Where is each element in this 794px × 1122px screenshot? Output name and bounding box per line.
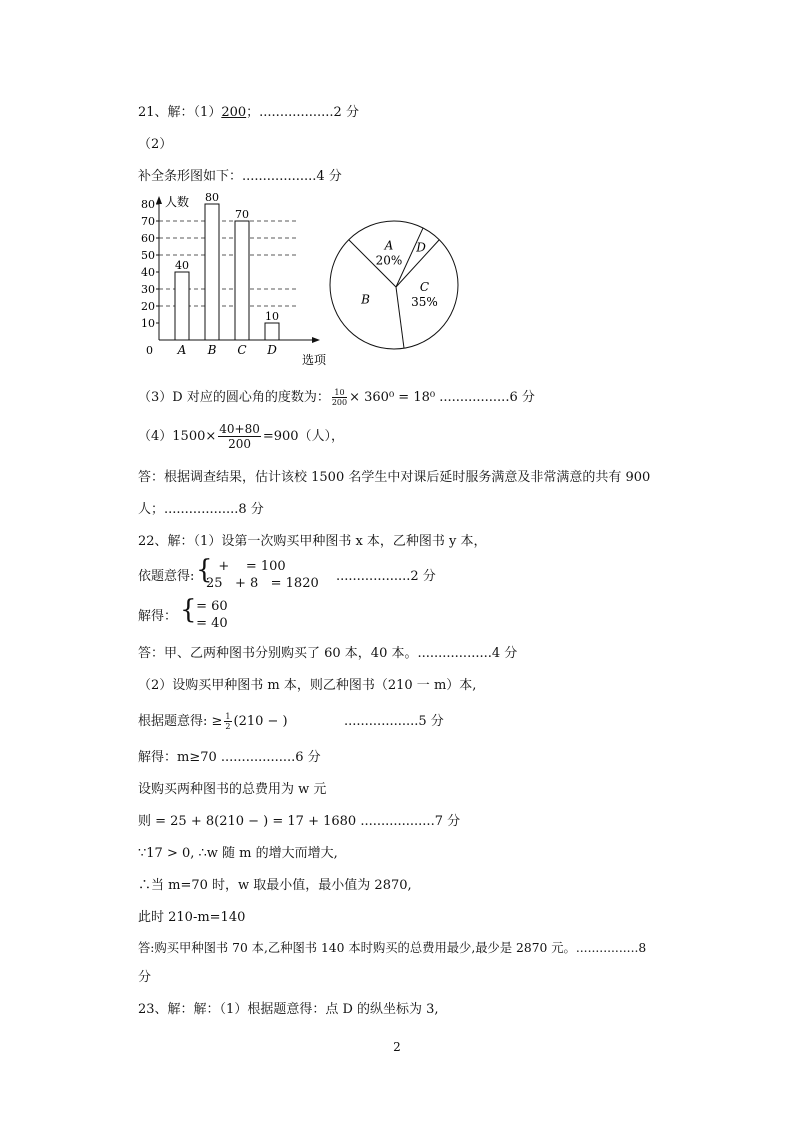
q21-l4-suffix: × 360⁰ = 18⁰ .................6 分: [349, 390, 535, 405]
pie-slice-percent-A: 20%: [375, 253, 403, 268]
q22-l2-eq2: 25 + 8 = 1820: [206, 576, 319, 591]
q21-line-2: （2）: [138, 137, 173, 152]
x-tick-label: B: [207, 343, 217, 357]
q22-line-1: 22、解：（1）设第一次购买甲种图书 x 本，乙种图书 y 本，: [138, 534, 487, 549]
q22-line-9: 则 = 25 + 8(210 − ) = 17 + 1680 ..................7 分: [138, 814, 461, 829]
pie-slice-label-A: A: [384, 238, 394, 253]
y-tick-label: 50: [141, 249, 155, 262]
y-tick-label: 30: [141, 283, 155, 296]
q23-line-1: 23、解：解：（1）根据题意得：点 D 的纵坐标为 3,: [138, 1002, 439, 1017]
q21-line-3: 补全条形图如下：..................4 分: [138, 169, 342, 184]
q22-line-14: 分: [138, 970, 152, 985]
bar-data-label: 70: [235, 208, 249, 221]
y-tick-label: 60: [141, 232, 155, 245]
q22-l6-fraction: [224, 712, 231, 731]
q22-line-2-prefix: 依题意得:: [138, 569, 195, 584]
q22-line-13: 答:购买甲种图书 70 本,乙种图书 140 本时购买的总费用最少,最少是 2870 元。................8: [138, 941, 647, 955]
q22-line-3-prefix: 解得：: [138, 609, 178, 624]
q21-l4-frac-num: 10: [332, 388, 347, 398]
page-number: 2: [393, 1040, 401, 1054]
q21-l1-suffix: ；..................2 分: [246, 105, 359, 120]
q22-line-11: ∴当 m=70 时，w 取最小值，最小值为 2870,: [138, 878, 412, 893]
y-tick-label: 70: [141, 215, 155, 228]
bar-data-label: 80: [205, 192, 219, 204]
x-axis-label: 选项: [302, 353, 327, 367]
q22-l3-eq1: = 60: [192, 599, 228, 614]
q22-line-6: [138, 712, 288, 732]
bar-D: [265, 323, 279, 340]
q22-l3-brace: {: [180, 595, 197, 625]
bar-A: [175, 272, 189, 340]
bar-chart: [136, 192, 356, 372]
q22-l6-prefix: 根据题意得: ≥: [138, 714, 223, 729]
q21-l1-prefix: 21、解：（1）: [138, 105, 222, 120]
q22-l6-frac-den: 2: [225, 722, 231, 731]
q21-line-1: [138, 104, 359, 122]
q21-line-4: [138, 388, 535, 407]
pie-slice-percent-C: 35%: [411, 294, 438, 309]
x-tick-label: C: [237, 343, 247, 357]
y-axis-arrow: [156, 196, 162, 204]
q21-line-6: 答：根据调查结果，估计该校 1500 名学生中对课后延时服务满意及非常满意的共有 900: [138, 470, 651, 485]
q21-l4-prefix: （3）D 对应的圆心角的度数为：: [138, 390, 330, 405]
q21-l5-fraction: [218, 422, 261, 451]
q22-line-12: 此时 210-m=140: [138, 910, 246, 925]
y-axis-label: 人数: [165, 195, 190, 209]
bar-data-label: 40: [175, 259, 189, 272]
pie-chart: [324, 215, 464, 355]
q21-l5-frac-den: 200: [228, 437, 251, 451]
q21-l5-prefix: （4）1500×: [138, 429, 217, 444]
y-tick-label: 10: [141, 317, 155, 330]
q22-line-7: 解得：m≥70 ..................6 分: [138, 750, 321, 765]
q22-l2-eq1: + = 100: [206, 559, 286, 574]
q22-l6-frac-num: 1: [225, 712, 231, 721]
q22-l6-score: ..................5 分: [344, 714, 444, 729]
pie-slice-label-D: D: [416, 240, 426, 255]
q22-line-5: （2）设购买甲种图书 m 本，则乙种图书（210 一 m）本,: [138, 678, 477, 693]
q21-line-5: [138, 422, 344, 451]
q22-line-10: ∵17 > 0, ∴w 随 m 的增大而增大,: [138, 846, 338, 861]
bar-data-label: 10: [265, 310, 279, 323]
q21-line-7: 人；..................8 分: [138, 502, 264, 517]
q22-l2-brace: {: [196, 555, 213, 585]
q21-l5-suffix: =900（人），: [262, 429, 345, 444]
q22-l6-suffix: (210 − ): [233, 714, 288, 729]
x-tick-label: A: [177, 343, 187, 357]
q22-l3-eq2: = 40: [192, 616, 228, 631]
q21-l1-answer: 200: [221, 105, 247, 120]
q21-l5-frac-num: 40+80: [219, 422, 260, 436]
origin-label: 0: [146, 344, 153, 357]
q22-line-8: 设购买两种图书的总费用为 w 元: [138, 782, 327, 797]
q22-l2-score: ..................2 分: [336, 569, 436, 584]
q22-line-4: 答：甲、乙两种图书分别购买了 60 本，40 本。..................4 分: [138, 646, 518, 661]
x-axis-arrow: [312, 337, 320, 343]
q21-l4-fraction: [332, 388, 347, 407]
bar-B: [205, 204, 219, 340]
x-tick-label: D: [267, 343, 277, 357]
pie-slice-label-C: C: [419, 279, 430, 294]
y-tick-label: 80: [141, 198, 155, 211]
y-tick-label: 40: [141, 266, 155, 279]
bar-C: [235, 221, 249, 340]
q21-l4-frac-den: 200: [331, 398, 348, 407]
pie-slice-label-B: B: [361, 292, 370, 307]
y-tick-label: 20: [141, 300, 155, 313]
